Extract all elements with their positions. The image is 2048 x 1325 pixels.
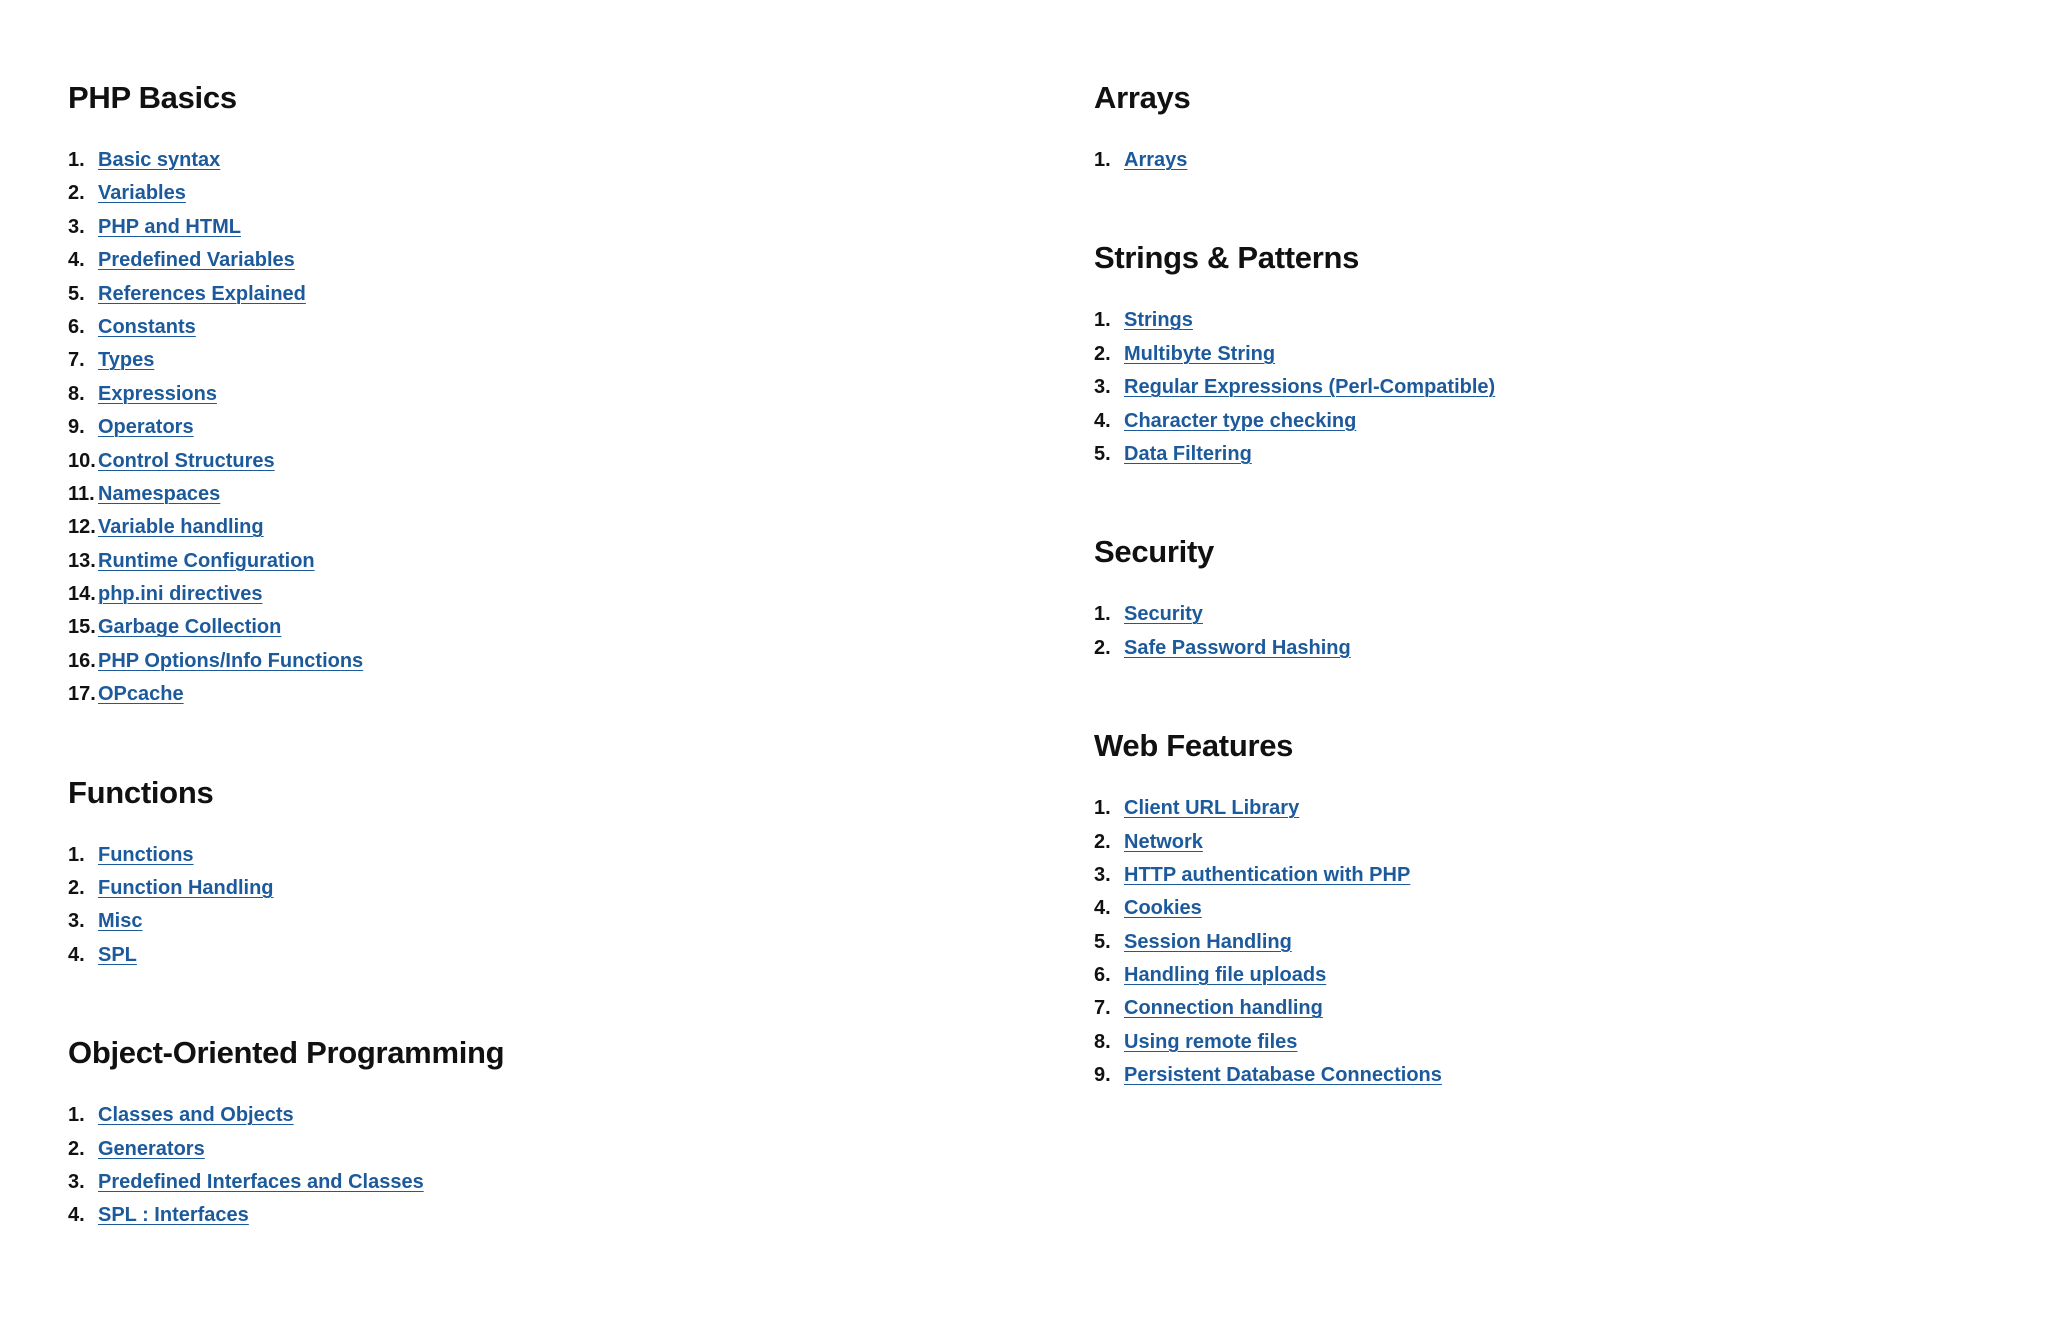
item-number: 1. [68, 1104, 85, 1127]
item-number: 2. [1094, 636, 1111, 659]
list-item [68, 411, 968, 444]
item-number: 17. [68, 683, 96, 706]
item-number: 8. [1094, 1030, 1111, 1053]
list-item [68, 378, 968, 411]
list-item [68, 1133, 968, 1166]
list-item [1094, 371, 1994, 404]
list-item [68, 344, 968, 377]
item-number: 14. [68, 583, 96, 606]
list-item [68, 905, 968, 938]
list-item [68, 678, 968, 711]
link-list [1094, 598, 1994, 665]
item-number: 4. [1094, 409, 1111, 432]
list-item [68, 939, 968, 972]
link-predefined-variables[interactable]: Predefined Variables [98, 249, 295, 272]
item-number: 3. [1094, 863, 1111, 886]
list-item [68, 545, 968, 578]
link-http-authentication[interactable]: HTTP authentication with PHP [1124, 863, 1411, 886]
list-item [68, 211, 968, 244]
list-item [68, 445, 968, 478]
item-number: 9. [68, 416, 85, 439]
item-number: 16. [68, 649, 96, 672]
list-item [68, 839, 968, 872]
list-item [1094, 598, 1994, 631]
link-basic-syntax[interactable]: Basic syntax [98, 149, 221, 171]
item-number: 12. [68, 516, 96, 539]
link-list [68, 1099, 968, 1233]
link-strings[interactable]: Strings [1124, 309, 1193, 332]
list-item [68, 1166, 968, 1199]
link-expressions[interactable]: Expressions [98, 382, 217, 405]
item-number: 10. [68, 449, 96, 472]
section-title: Arrays [1094, 80, 1191, 115]
list-item [68, 645, 968, 678]
item-number: 8. [68, 382, 85, 405]
item-number: 2. [1094, 342, 1111, 365]
item-number: 1. [1094, 797, 1111, 820]
list-item [68, 872, 968, 905]
link-network[interactable]: Network [1124, 830, 1203, 853]
list-item [1094, 438, 1994, 471]
link-regular-expressions[interactable]: Regular Expressions (Perl-Compatible) [1124, 376, 1496, 399]
section-title: Functions [68, 774, 214, 810]
right-column [1094, 78, 1994, 1154]
list-item [68, 244, 968, 277]
section-object-oriented-programming [68, 1033, 968, 1233]
list-item [1094, 792, 1994, 825]
list-item [1094, 1059, 1994, 1092]
item-number: 1. [1094, 309, 1111, 332]
link-client-url-library[interactable]: Client URL Library [1124, 797, 1300, 820]
link-security[interactable]: Security [1124, 603, 1203, 626]
item-number: 4. [1094, 897, 1111, 920]
link-list [1094, 144, 1994, 177]
item-number: 9. [1094, 1064, 1111, 1087]
item-number: 3. [1094, 376, 1111, 399]
list-item [1094, 826, 1994, 859]
link-classes-and-objects[interactable]: Classes and Objects [98, 1104, 294, 1127]
list-item [68, 144, 968, 177]
link-safe-password-hashing[interactable]: Safe Password Hashing [1124, 636, 1351, 659]
link-misc[interactable]: Misc [98, 910, 143, 933]
link-spl-interfaces[interactable]: SPL : Interfaces [98, 1204, 249, 1227]
section-functions [68, 773, 968, 973]
item-number: 2. [68, 877, 85, 900]
item-number: 7. [1094, 997, 1111, 1020]
link-list [1094, 304, 1994, 471]
item-number: 5. [68, 282, 85, 305]
list-item [68, 478, 968, 511]
link-predefined-interfaces-and-classes[interactable]: Predefined Interfaces and Classes [98, 1170, 424, 1193]
item-number: 11. [68, 482, 95, 505]
section-security [1094, 532, 1994, 665]
link-list [68, 144, 968, 712]
list-item [68, 611, 968, 644]
link-using-remote-files[interactable]: Using remote files [1124, 1030, 1298, 1053]
list-item [68, 578, 968, 611]
item-number: 5. [1094, 930, 1111, 953]
link-garbage-collection[interactable]: Garbage Collection [98, 616, 282, 639]
list-item [68, 278, 968, 311]
item-number: 15. [68, 616, 96, 639]
link-control-structures[interactable]: Control Structures [98, 449, 275, 472]
link-variable-handling[interactable]: Variable handling [98, 516, 264, 539]
link-generators[interactable]: Generators [98, 1137, 205, 1160]
item-number: 5. [1094, 442, 1111, 465]
link-variables[interactable]: Variables [98, 182, 186, 205]
item-number: 2. [1094, 830, 1111, 853]
item-number: 2. [68, 1137, 85, 1160]
link-cookies[interactable]: Cookies [1124, 897, 1202, 920]
item-number: 4. [68, 249, 85, 272]
list-item [68, 177, 968, 210]
link-spl[interactable]: SPL [98, 943, 137, 966]
section-title: Object-Oriented Programming [68, 1035, 505, 1071]
section-web-features [1094, 726, 1994, 1093]
link-session-handling[interactable]: Session Handling [1124, 930, 1292, 953]
item-number: 1. [68, 843, 85, 866]
item-number: 1. [68, 149, 85, 171]
item-number: 3. [68, 1170, 85, 1193]
list-item [1094, 632, 1994, 665]
link-references-explained[interactable]: References Explained [98, 282, 306, 305]
link-function-handling[interactable]: Function Handling [98, 877, 274, 900]
item-number: 13. [68, 549, 96, 572]
section-strings-patterns [1094, 238, 1994, 471]
link-functions[interactable]: Functions [98, 843, 194, 866]
link-php-and-html[interactable]: PHP and HTML [98, 215, 241, 238]
list-item [1094, 959, 1994, 992]
section-arrays [1094, 78, 1994, 177]
link-connection-handling[interactable]: Connection handling [1124, 997, 1323, 1020]
link-arrays[interactable]: Arrays [1124, 149, 1188, 171]
link-namespaces[interactable]: Namespaces [98, 482, 221, 505]
list-item [1094, 926, 1994, 959]
section-title: Strings & Patterns [1094, 240, 1360, 276]
list-item [1094, 859, 1994, 892]
section-title: Security [1094, 534, 1214, 570]
list-item [68, 1099, 968, 1132]
link-constants[interactable]: Constants [98, 315, 196, 338]
list-item [1094, 892, 1994, 925]
list-item [68, 511, 968, 544]
link-multibyte-string[interactable]: Multibyte String [1124, 342, 1276, 365]
list-item [68, 311, 968, 344]
item-number: 1. [1094, 603, 1111, 626]
left-column [68, 78, 968, 1294]
link-persistent-database-connections[interactable]: Persistent Database Connections [1124, 1064, 1442, 1087]
link-operators[interactable]: Operators [98, 416, 194, 439]
section-title: Web Features [1094, 728, 1294, 764]
link-list [1094, 792, 1994, 1093]
list-item [1094, 144, 1994, 177]
item-number: 3. [68, 215, 85, 238]
link-opcache[interactable]: OPcache [98, 683, 184, 706]
link-handling-file-uploads[interactable]: Handling file uploads [1124, 964, 1327, 987]
item-number: 3. [68, 910, 85, 933]
list-item [1094, 405, 1994, 438]
list-item [68, 1199, 968, 1232]
item-number: 1. [1094, 149, 1111, 171]
link-runtime-configuration[interactable]: Runtime Configuration [98, 549, 315, 572]
section-title: PHP Basics [68, 80, 237, 115]
list-item [1094, 1026, 1994, 1059]
link-php-options-info-functions[interactable]: PHP Options/Info Functions [98, 649, 364, 672]
item-number: 4. [68, 943, 85, 966]
link-list [68, 839, 968, 973]
section-php-basics [68, 78, 968, 712]
link-types[interactable]: Types [98, 349, 155, 372]
item-number: 6. [1094, 964, 1111, 987]
item-number: 4. [68, 1204, 85, 1227]
item-number: 6. [68, 315, 85, 338]
list-item [1094, 338, 1994, 371]
item-number: 2. [68, 182, 85, 205]
link-character-type-checking[interactable]: Character type checking [1124, 409, 1357, 432]
list-item [1094, 304, 1994, 337]
item-number: 7. [68, 349, 85, 372]
link-php-ini-directives[interactable]: php.ini directives [98, 583, 263, 606]
list-item [1094, 992, 1994, 1025]
link-data-filtering[interactable]: Data Filtering [1124, 442, 1252, 465]
